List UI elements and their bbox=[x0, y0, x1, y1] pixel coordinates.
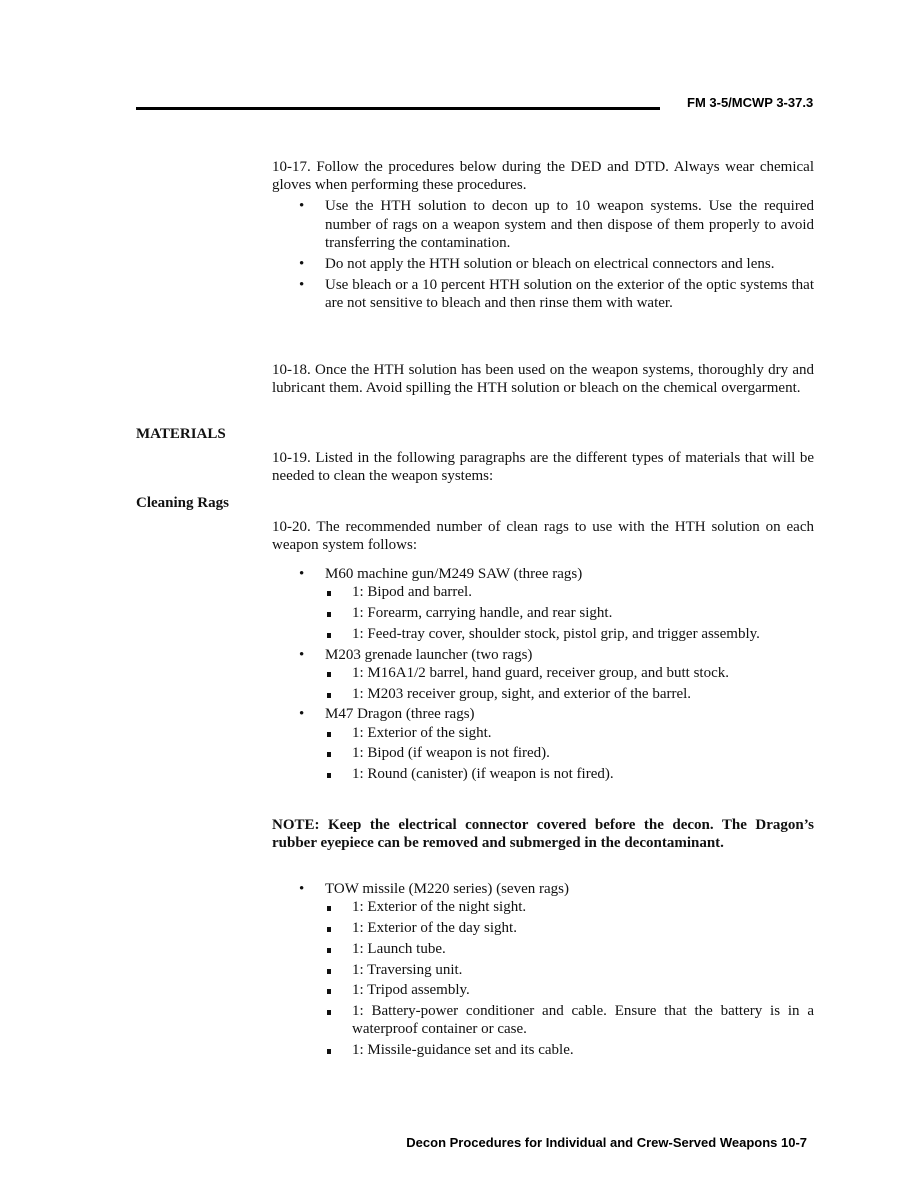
weapon-item-m60 bbox=[272, 565, 814, 643]
rag-text: 1: Bipod and barrel. bbox=[352, 584, 472, 601]
note-block bbox=[272, 816, 814, 852]
rag-text: 1: M16A1/2 barrel, hand guard, receiver group, and butt stock. bbox=[352, 664, 729, 681]
list-item bbox=[325, 1002, 814, 1038]
list-item bbox=[325, 625, 814, 643]
paragraph-10-19: 10-19. Listed in the following paragraphs are the different types of materials that will be needed to clean the weapon systems: bbox=[272, 450, 814, 485]
square-bullet-icon bbox=[327, 612, 331, 617]
square-bullet-icon bbox=[327, 1010, 331, 1015]
rag-text: 1: Missile-guidance set and its cable. bbox=[352, 1042, 574, 1059]
weapon-bullets bbox=[272, 565, 814, 783]
weapon-name: M203 grenade launcher (two rags) bbox=[325, 646, 533, 663]
list-item bbox=[325, 744, 814, 762]
list-item bbox=[272, 255, 814, 273]
list-item bbox=[325, 583, 814, 601]
list-item bbox=[325, 765, 814, 783]
note-text: NOTE: Keep the electrical connector covered before the decon. The Dragon’s rubber eyepiece can be removed and submerged in the decontaminant. bbox=[272, 817, 814, 852]
section-10-18 bbox=[272, 361, 814, 397]
square-bullet-icon bbox=[327, 633, 331, 638]
page-footer: Decon Procedures for Individual and Crew-Served Weapons 10-7 bbox=[406, 1135, 807, 1150]
rag-text: 1: Exterior of the sight. bbox=[352, 724, 492, 741]
section-10-19 bbox=[272, 449, 814, 485]
square-bullet-icon bbox=[327, 773, 331, 778]
list-item bbox=[325, 604, 814, 622]
rag-text: 1: M203 receiver group, sight, and exterior of the barrel. bbox=[352, 685, 692, 702]
section-10-17 bbox=[272, 158, 814, 313]
rag-text: 1: Battery-power conditioner and cable. Ensure that the battery is in a waterproof container or case. bbox=[352, 1003, 814, 1038]
rag-text: 1: Exterior of the night sight. bbox=[352, 899, 527, 916]
square-bullet-icon bbox=[327, 906, 331, 911]
rag-sublist bbox=[325, 898, 814, 1059]
rag-text: 1: Forearm, carrying handle, and rear sight. bbox=[352, 605, 613, 621]
tow-rag-list bbox=[272, 880, 814, 1062]
list-item bbox=[272, 276, 814, 312]
rag-text: 1: Feed-tray cover, shoulder stock, pistol grip, and trigger assembly. bbox=[352, 625, 760, 642]
weapon-item-m47 bbox=[272, 705, 814, 783]
tow-bullets bbox=[272, 880, 814, 1059]
list-item bbox=[325, 981, 814, 999]
rag-sublist bbox=[325, 664, 814, 703]
header-rule bbox=[136, 107, 660, 110]
list-item bbox=[325, 940, 814, 958]
square-bullet-icon bbox=[327, 969, 331, 974]
rag-sublist bbox=[325, 724, 814, 784]
paragraph-10-17: 10-17. Follow the procedures below during the DED and DTD. Always wear chemical gloves when performing these procedures. bbox=[272, 159, 814, 194]
rag-text: 1: Exterior of the day sight. bbox=[352, 920, 517, 936]
square-bullet-icon bbox=[327, 1049, 331, 1054]
list-item bbox=[325, 919, 814, 937]
bullet-text: Use bleach or a 10 percent HTH solution on the exterior of the optic systems that are not sensitive to bleach and then rinse them with water. bbox=[325, 277, 814, 312]
rag-sublist bbox=[325, 583, 814, 643]
list-item bbox=[325, 898, 814, 916]
paragraph-10-18: 10-18. Once the HTH solution has been used on the weapon systems, thoroughly dry and lubricant them. Avoid spilling the HTH solution or bleach on the chemical overgarment. bbox=[272, 362, 814, 397]
rag-text: 1: Tripod assembly. bbox=[352, 982, 470, 999]
rag-text: 1: Bipod (if weapon is not fired). bbox=[352, 745, 550, 762]
bullet-icon: • bbox=[299, 277, 305, 294]
procedure-bullets bbox=[272, 197, 814, 312]
list-item bbox=[325, 664, 814, 682]
weapon-item-m203 bbox=[272, 646, 814, 703]
weapon-name: M47 Dragon (three rags) bbox=[325, 706, 475, 723]
weapon-name: TOW missile (M220 series) (seven rags) bbox=[325, 881, 569, 897]
square-bullet-icon bbox=[327, 948, 331, 953]
rag-text: 1: Traversing unit. bbox=[352, 961, 463, 978]
square-bullet-icon bbox=[327, 752, 331, 757]
list-item bbox=[325, 1041, 814, 1059]
bullet-icon: • bbox=[299, 256, 305, 273]
list-item bbox=[325, 685, 814, 703]
square-bullet-icon bbox=[327, 732, 331, 737]
list-item bbox=[325, 724, 814, 742]
list-item bbox=[272, 197, 814, 252]
list-item bbox=[325, 961, 814, 979]
bullet-icon: • bbox=[299, 646, 305, 663]
bullet-icon: • bbox=[299, 566, 305, 582]
materials-heading: MATERIALS bbox=[136, 426, 226, 442]
bullet-icon: • bbox=[299, 706, 305, 723]
rag-text: 1: Launch tube. bbox=[352, 940, 446, 957]
bullet-icon: • bbox=[299, 198, 305, 215]
bullet-text: Use the HTH solution to decon up to 10 weapon systems. Use the required number of rags on a weapon system and then dispose of them properly to avoid transferring the contamination. bbox=[325, 198, 814, 251]
bullet-text: Do not apply the HTH solution or bleach on electrical connectors and lens. bbox=[325, 256, 775, 273]
weapon-name: M60 machine gun/M249 SAW (three rags) bbox=[325, 566, 583, 582]
paragraph-10-20: 10-20. The recommended number of clean rags to use with the HTH solution on each weapon system follows: bbox=[272, 519, 814, 554]
square-bullet-icon bbox=[327, 927, 331, 932]
square-bullet-icon bbox=[327, 989, 331, 994]
cleaning-rags-heading: Cleaning Rags bbox=[136, 495, 229, 511]
weapon-rag-list bbox=[272, 565, 814, 786]
square-bullet-icon bbox=[327, 591, 331, 596]
rag-text: 1: Round (canister) (if weapon is not fired). bbox=[352, 766, 614, 783]
manual-code: FM 3-5/MCWP 3-37.3 bbox=[687, 95, 814, 110]
weapon-item-tow bbox=[272, 880, 814, 1059]
bullet-icon: • bbox=[299, 881, 305, 897]
section-10-20 bbox=[272, 518, 814, 554]
square-bullet-icon bbox=[327, 672, 331, 677]
square-bullet-icon bbox=[327, 693, 331, 698]
